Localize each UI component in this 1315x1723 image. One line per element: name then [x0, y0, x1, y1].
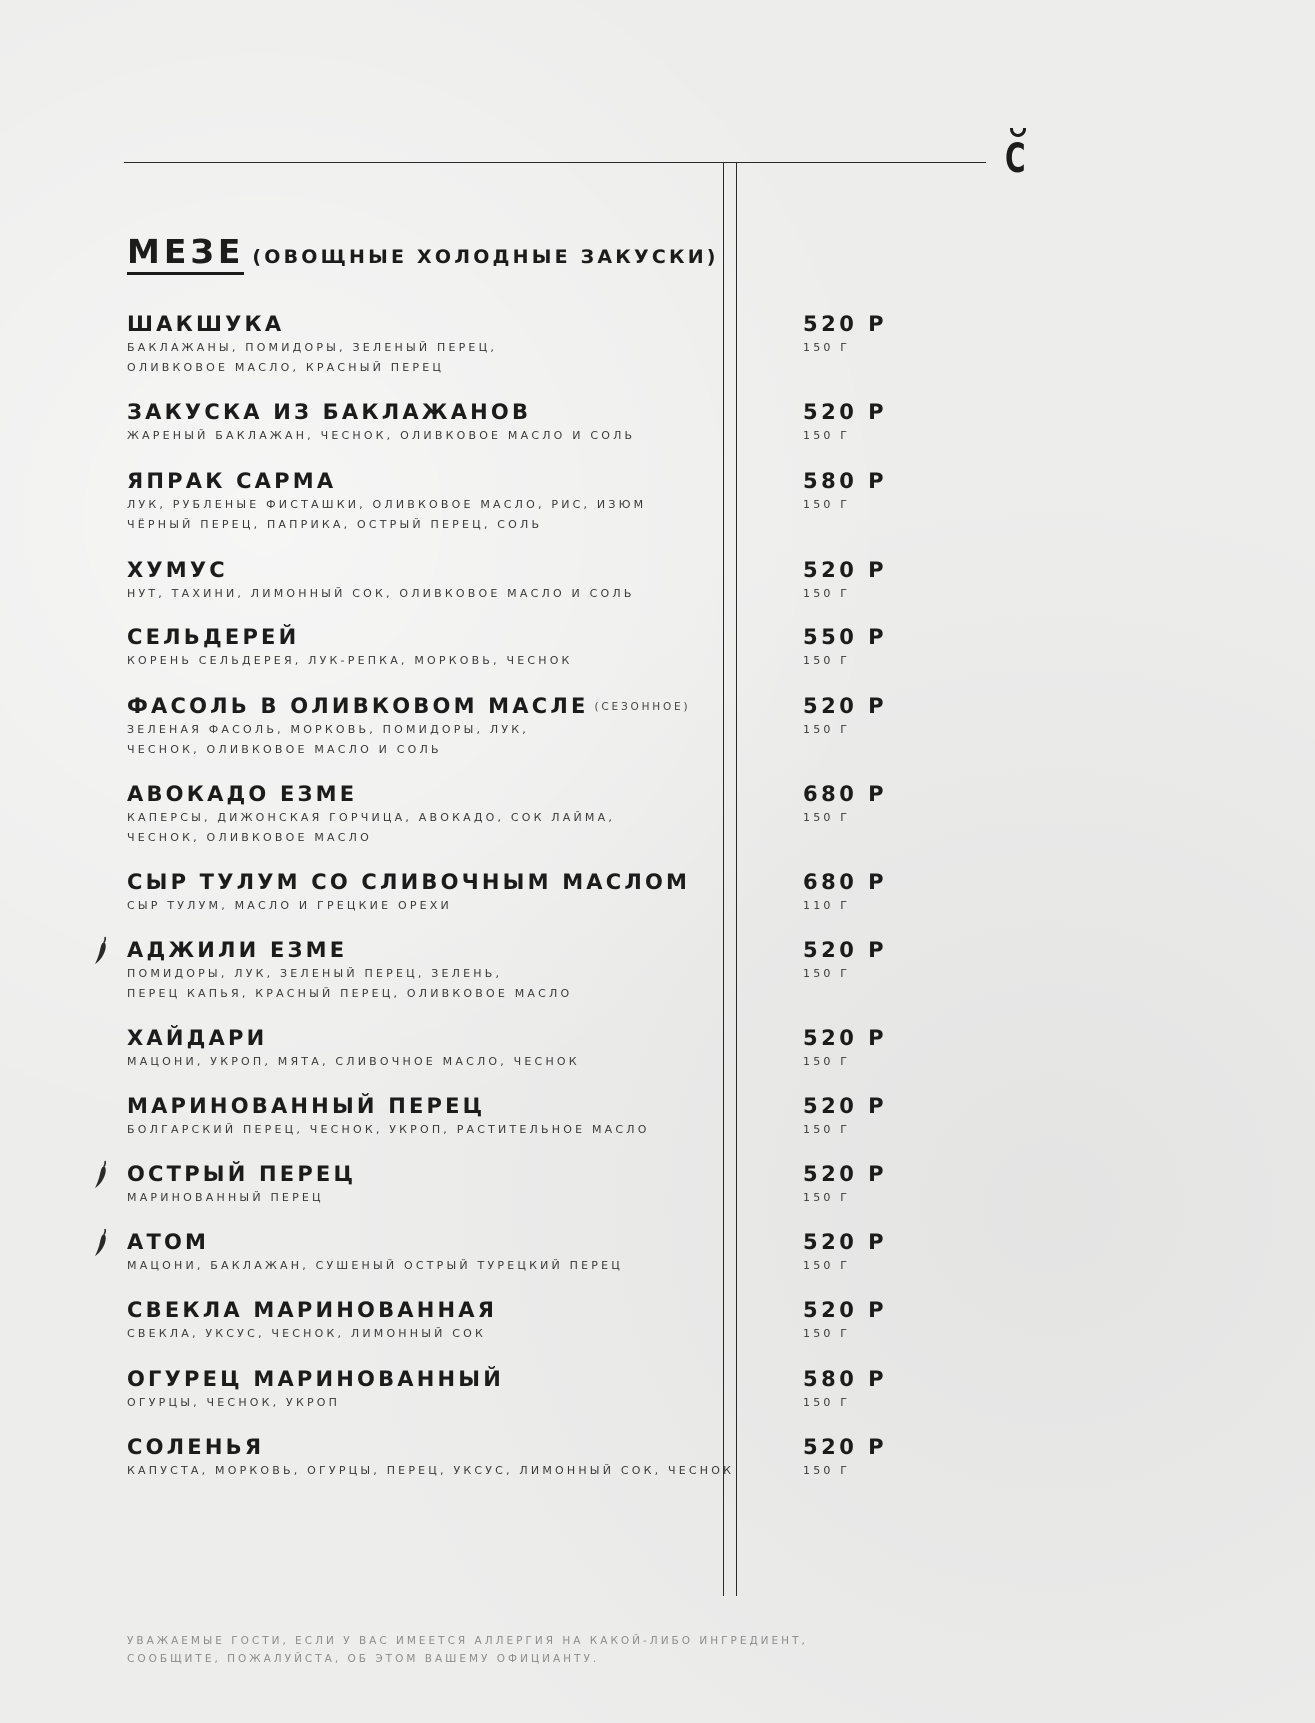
item-description-line: ПОМИДОРЫ, ЛУК, ЗЕЛЕНЫЙ ПЕРЕЦ, ЗЕЛЕНЬ,	[127, 967, 503, 980]
item-price: 520 Р	[803, 694, 888, 718]
item-name	[127, 869, 690, 895]
item-description	[127, 720, 529, 759]
item-name	[127, 399, 531, 425]
logo	[1005, 128, 1033, 184]
item-note: (СЕЗОННОЕ)	[594, 701, 691, 713]
section-heading	[127, 232, 719, 271]
item-description	[127, 1461, 734, 1481]
item-name	[127, 1025, 267, 1051]
item-description	[127, 1188, 324, 1208]
item-name-text: ОСТРЫЙ ПЕРЕЦ	[127, 1162, 357, 1186]
item-price: 580 Р	[803, 1367, 888, 1391]
item-name-text: СЕЛЬДЕРЕЙ	[127, 625, 300, 649]
menu-item	[127, 937, 1127, 1007]
item-name	[127, 1434, 264, 1460]
item-price: 520 Р	[803, 938, 888, 962]
item-description	[127, 426, 635, 446]
menu-item	[127, 781, 1127, 851]
item-name-text: СВЕКЛА МАРИНОВАННАЯ	[127, 1298, 498, 1322]
item-name-text: АВОКАДО ЕЗМЕ	[127, 782, 358, 806]
item-description-line: СВЕКЛА, УКСУС, ЧЕСНОК, ЛИМОННЫЙ СОК	[127, 1327, 487, 1340]
item-name-text: ФАСОЛЬ В ОЛИВКОВОМ МАСЛЕ	[127, 694, 589, 718]
item-price: 680 Р	[803, 870, 888, 894]
item-description-line: ЧЁРНЫЙ ПЕРЕЦ, ПАПРИКА, ОСТРЫЙ ПЕРЕЦ, СОЛЬ	[127, 517, 543, 531]
item-name-text: СЫР ТУЛУМ СО СЛИВОЧНЫМ МАСЛОМ	[127, 870, 691, 894]
item-description-line: НУТ, ТАХИНИ, ЛИМОННЫЙ СОК, ОЛИВКОВОЕ МАСЛО И СОЛЬ	[127, 587, 635, 600]
item-price: 520 Р	[803, 1230, 888, 1254]
item-price: 520 Р	[803, 558, 888, 582]
item-description	[127, 1120, 650, 1140]
item-weight: 150 Г	[803, 1055, 851, 1068]
item-description-line: БАКЛАЖАНЫ, ПОМИДОРЫ, ЗЕЛЕНЫЙ ПЕРЕЦ,	[127, 341, 498, 354]
item-description-line: ОГУРЦЫ, ЧЕСНОК, УКРОП	[127, 1396, 341, 1409]
item-description-line: МАЦОНИ, УКРОП, МЯТА, СЛИВОЧНОЕ МАСЛО, ЧЕСНОК	[127, 1055, 580, 1068]
menu-item	[127, 624, 1127, 694]
menu-item	[127, 468, 1127, 538]
item-description-line: ЗЕЛЕНАЯ ФАСОЛЬ, МОРКОВЬ, ПОМИДОРЫ, ЛУК,	[127, 723, 529, 736]
item-name	[127, 1297, 497, 1323]
item-price: 680 Р	[803, 782, 888, 806]
item-weight: 150 Г	[803, 1327, 851, 1340]
item-name-text: АТОМ	[127, 1230, 210, 1254]
item-description	[127, 338, 497, 377]
section-title: МЕЗЕ	[127, 232, 244, 275]
item-weight: 110 Г	[803, 899, 851, 912]
item-description-line: ПЕРЕЦ КАПЬЯ, КРАСНЫЙ ПЕРЕЦ, ОЛИВКОВОЕ МАСЛО	[127, 986, 573, 1000]
item-description-line: КОРЕНЬ СЕЛЬДЕРЕЯ, ЛУК-РЕПКА, МОРКОВЬ, ЧЕСНОК	[127, 654, 573, 667]
item-price: 520 Р	[803, 312, 888, 336]
item-name-text: МАРИНОВАННЫЙ ПЕРЕЦ	[127, 1094, 486, 1118]
top-divider	[124, 162, 986, 163]
item-name-text: ШАКШУКА	[127, 312, 285, 336]
item-description	[127, 896, 452, 916]
item-price: 520 Р	[803, 1094, 888, 1118]
section-subtitle: (ОВОЩНЫЕ ХОЛОДНЫЕ ЗАКУСКИ)	[252, 246, 719, 268]
item-name	[127, 311, 284, 337]
item-weight: 150 Г	[803, 1259, 851, 1272]
item-name-text: ЗАКУСКА ИЗ БАКЛАЖАНОВ	[127, 400, 532, 424]
menu-item	[127, 1366, 1127, 1436]
item-description	[127, 495, 646, 534]
item-name-text: АДЖИЛИ ЕЗМЕ	[127, 938, 348, 962]
item-name-text: ХАЙДАРИ	[127, 1026, 268, 1050]
logo-letter: С	[1005, 136, 1026, 182]
item-price: 520 Р	[803, 1026, 888, 1050]
item-weight: 150 Г	[803, 1464, 851, 1477]
item-weight: 150 Г	[803, 341, 851, 354]
item-name-text: ОГУРЕЦ МАРИНОВАННЫЙ	[127, 1367, 505, 1391]
menu-item	[127, 869, 1127, 939]
item-description	[127, 1052, 580, 1072]
item-name	[127, 693, 690, 720]
menu-item	[127, 399, 1127, 469]
item-description-line: ЧЕСНОК, ОЛИВКОВОЕ МАСЛО И СОЛЬ	[127, 742, 442, 756]
chili-pepper-icon	[93, 936, 111, 966]
item-name	[127, 1366, 504, 1392]
item-description-line: ЧЕСНОК, ОЛИВКОВОЕ МАСЛО	[127, 830, 372, 844]
item-description	[127, 1324, 486, 1344]
item-name	[127, 1229, 209, 1255]
item-price: 550 Р	[803, 625, 888, 649]
item-description	[127, 1256, 623, 1276]
menu-item	[127, 1025, 1127, 1095]
menu-item	[127, 557, 1127, 627]
item-description-line: КАПЕРСЫ, ДИЖОНСКАЯ ГОРЧИЦА, АВОКАДО, СОК ЛАЙМА,	[127, 811, 616, 824]
menu-item	[127, 1093, 1127, 1163]
item-description-line: ОЛИВКОВОЕ МАСЛО, КРАСНЫЙ ПЕРЕЦ	[127, 360, 445, 374]
item-name	[127, 781, 357, 807]
menu-item	[127, 311, 1127, 381]
item-price: 580 Р	[803, 469, 888, 493]
item-name-text: ХУМУС	[127, 558, 228, 582]
item-weight: 150 Г	[803, 587, 851, 600]
item-description	[127, 1393, 340, 1413]
item-description-line: ЛУК, РУБЛЕНЫЕ ФИСТАШКИ, ОЛИВКОВОЕ МАСЛО, РИС, ИЗЮМ	[127, 498, 647, 511]
item-description-line: КАПУСТА, МОРКОВЬ, ОГУРЦЫ, ПЕРЕЦ, УКСУС, ЛИМОННЫЙ СОК, ЧЕСНОК	[127, 1464, 735, 1477]
item-price: 520 Р	[803, 1162, 888, 1186]
item-weight: 150 Г	[803, 723, 851, 736]
allergy-note-line: УВАЖАЕМЫЕ ГОСТИ, ЕСЛИ У ВАС ИМЕЕТСЯ АЛЛЕРГИЯ НА КАКОЙ-ЛИБО ИНГРЕДИЕНТ,	[127, 1635, 808, 1647]
item-description	[127, 651, 573, 671]
menu-item	[127, 1434, 1127, 1504]
item-description-line: МАРИНОВАННЫЙ ПЕРЕЦ	[127, 1191, 324, 1204]
item-name	[127, 624, 299, 650]
item-description-line: СЫР ТУЛУМ, МАСЛО И ГРЕЦКИЕ ОРЕХИ	[127, 899, 452, 912]
item-description	[127, 584, 635, 604]
item-weight: 150 Г	[803, 1123, 851, 1136]
item-name	[127, 937, 347, 963]
item-price: 520 Р	[803, 1435, 888, 1459]
item-weight: 150 Г	[803, 967, 851, 980]
item-weight: 150 Г	[803, 811, 851, 824]
item-weight: 150 Г	[803, 654, 851, 667]
item-name	[127, 557, 228, 583]
item-name-text: ЯПРАК САРМА	[127, 469, 337, 493]
item-description	[127, 808, 615, 847]
item-description-line: ЖАРЕНЫЙ БАКЛАЖАН, ЧЕСНОК, ОЛИВКОВОЕ МАСЛО И СОЛЬ	[127, 429, 636, 442]
allergy-note	[127, 1632, 808, 1668]
menu-item	[127, 1297, 1127, 1367]
chili-pepper-icon	[93, 1160, 111, 1190]
menu-item	[127, 1161, 1127, 1231]
item-description-line: МАЦОНИ, БАКЛАЖАН, СУШЕНЫЙ ОСТРЫЙ ТУРЕЦКИЙ ПЕРЕЦ	[127, 1259, 623, 1272]
menu-item	[127, 693, 1127, 763]
item-price: 520 Р	[803, 1298, 888, 1322]
item-name	[127, 1161, 356, 1187]
menu-item	[127, 1229, 1127, 1299]
item-weight: 150 Г	[803, 498, 851, 511]
item-name	[127, 468, 336, 494]
item-name-text: СОЛЕНЬЯ	[127, 1435, 265, 1459]
item-name	[127, 1093, 485, 1119]
item-description-line: БОЛГАРСКИЙ ПЕРЕЦ, ЧЕСНОК, УКРОП, РАСТИТЕЛЬНОЕ МАСЛО	[127, 1123, 650, 1136]
item-price: 520 Р	[803, 400, 888, 424]
chili-pepper-icon	[93, 1228, 111, 1258]
item-weight: 150 Г	[803, 1191, 851, 1204]
item-description	[127, 964, 572, 1003]
item-weight: 150 Г	[803, 1396, 851, 1409]
allergy-note-line: СООБЩИТЕ, ПОЖАЛУЙСТА, ОБ ЭТОМ ВАШЕМУ ОФИЦИАНТУ.	[127, 1653, 600, 1665]
item-weight: 150 Г	[803, 429, 851, 442]
